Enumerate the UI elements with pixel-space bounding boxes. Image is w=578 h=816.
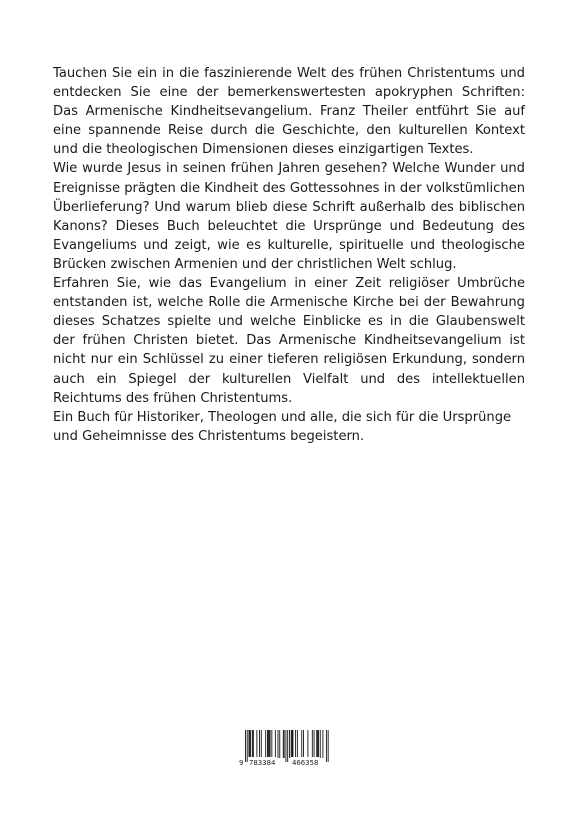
barcode-bar <box>283 730 284 758</box>
barcode-bar <box>303 730 304 758</box>
barcode-bar <box>317 730 318 758</box>
barcode-bar <box>293 730 294 758</box>
back-cover-blurb <box>53 64 525 446</box>
barcode-bar <box>291 730 292 758</box>
barcode-digits-right: 466358 <box>292 758 319 767</box>
barcode-bar <box>312 730 313 758</box>
barcode-bar <box>307 730 308 758</box>
barcode-bar <box>259 730 260 758</box>
barcode-bar <box>316 730 317 758</box>
barcode-digit-lead: 9 <box>239 758 244 767</box>
barcode-bar <box>322 730 323 758</box>
barcode-bar <box>271 730 272 758</box>
barcode-bar <box>275 730 276 758</box>
barcode-bar <box>270 730 271 758</box>
barcode-digits <box>237 757 337 768</box>
barcode-bar <box>279 730 280 758</box>
barcode-bar <box>297 730 298 758</box>
blurb-paragraph-2: Wie wurde Jesus in seinen frühen Jahren gesehen? Welche Wunder und Ereignisse prägten die Kindheit des Gottessohnes in der volkstümlichen Überlieferung? Und warum blieb diese Schrift außerhalb des biblischen Kanons? Dieses Buch beleuchtet die Ursprünge und Bedeutung des Evangeliums und zeigt, wie es kulturelle, spirituelle und theologische Brücken zwischen Armenien und der christlichen Welt schlug. <box>53 161 525 272</box>
blurb-paragraph-1: Tauchen Sie ein in die faszinierende Welt des frühen Christentums und entdecken Sie eine der bemerkenswertesten apokryphen Schriften: Das Armenische Kindheitsevangelium. Franz Theiler entführt Sie auf eine spannende Reise durch die Geschichte, den kulturellen Kontext und die theologischen Dimensionen dieses einzigartigen Textes. <box>53 66 525 158</box>
barcode-bar <box>252 730 253 758</box>
barcode-bar <box>301 730 302 758</box>
barcode-bar <box>249 730 250 758</box>
barcode-bar <box>295 730 296 758</box>
barcode-bar <box>292 730 293 758</box>
blurb-paragraph-4: Ein Buch für Historiker, Theologen und alle, die sich für die Ursprünge und Geheimnisse des Christentums begeistern. <box>53 409 512 444</box>
barcode-bar <box>269 730 270 758</box>
barcode-bar <box>278 730 279 758</box>
barcode-bar <box>256 730 257 758</box>
barcode-bar <box>289 730 290 758</box>
barcode-bar <box>265 730 266 758</box>
barcode-digits-left: 783384 <box>249 758 276 767</box>
barcode-bar <box>320 730 321 758</box>
blurb-paragraph-3: Erfahren Sie, wie das Evangelium in einer Zeit religiöser Umbrüche entstanden ist, welche Rolle die Armenische Kirche bei der Bewahrung dieses Schatzes spielte und welche Einblicke es in die Glaubenswelt der frühen Christen bietet. Das Armenische Kindheitsevangelium ist nicht nur ein Schlüssel zu einer tieferen religiösen Erkundung, sondern auch ein Spiegel der kulturellen Vielfalt und des intellektuellen Reichtums des frühen Christentums. <box>53 276 525 406</box>
barcode-bar <box>261 730 262 758</box>
barcode-bar <box>318 730 319 758</box>
barcode-bar <box>284 730 285 758</box>
barcode-bar <box>250 730 251 758</box>
barcode-bar <box>253 730 254 758</box>
barcode-bar <box>314 730 315 758</box>
barcode-bar <box>249 730 250 758</box>
isbn-barcode <box>237 730 337 768</box>
barcode-bar <box>267 730 268 758</box>
barcode-bar <box>268 730 269 758</box>
